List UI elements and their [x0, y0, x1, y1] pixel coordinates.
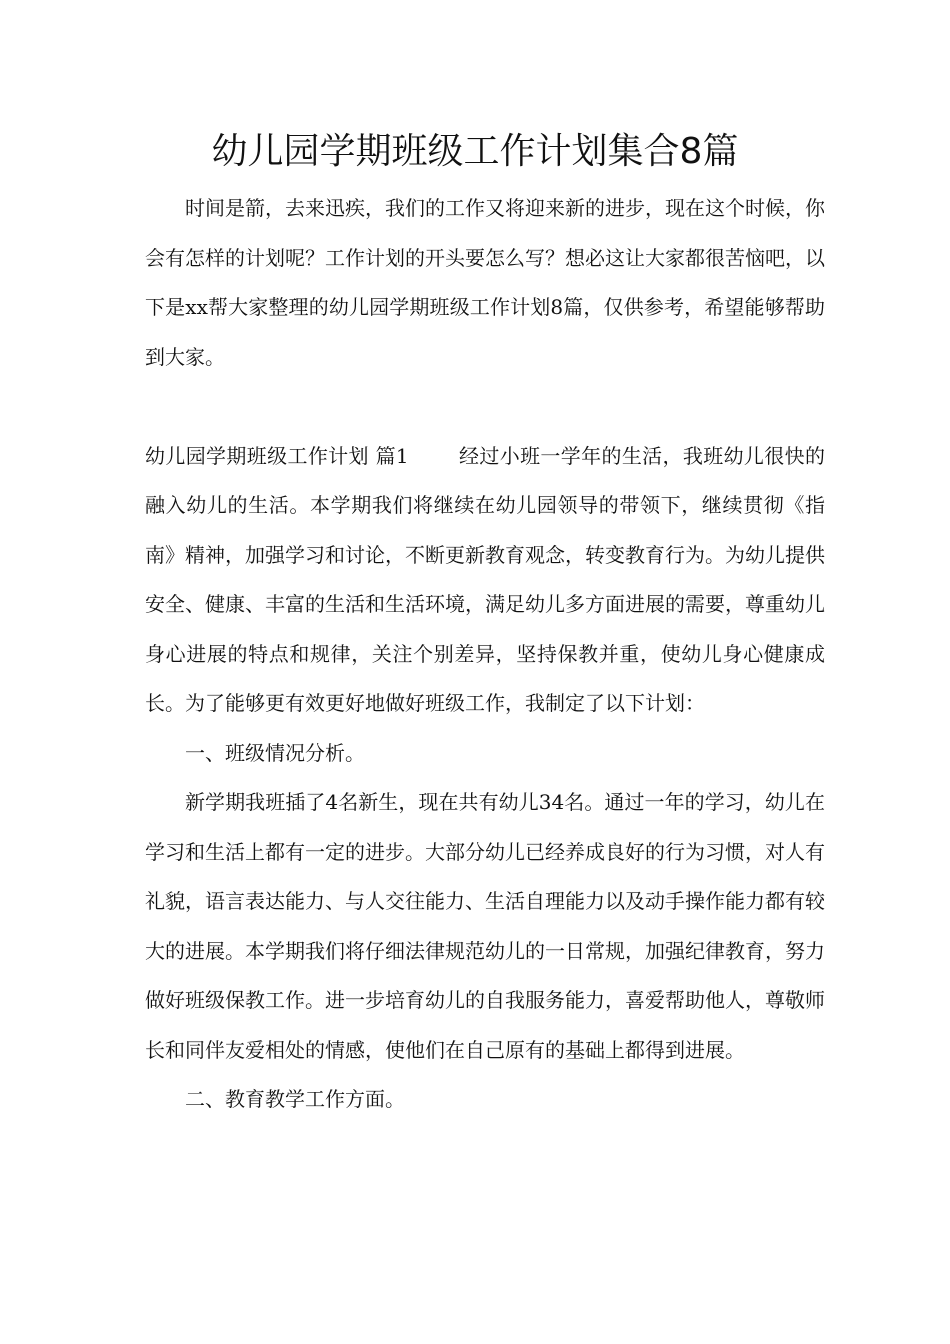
intro-paragraph: 时间是箭，去来迅疾，我们的工作又将迎来新的进步，现在这个时候，你会有怎样的计划呢？工作计划的开头要怎么写？想必这让大家都很苦恼吧，以下是xx帮大家整理的幼儿园学期班级工作计划8篇，仅供参考，希望能够帮助到大家。 [145, 196, 825, 369]
heading-class-analysis: 一、班级情况分析。 [185, 740, 365, 765]
document-title: 幼儿园学期班级工作计划集合8篇 [211, 131, 739, 172]
document-body [145, 184, 825, 1125]
section-1-heading: 幼儿园学期班级工作计划 篇1 [145, 443, 409, 468]
class-analysis-paragraph: 新学期我班插了4名新生，现在共有幼儿34名。通过一年的学习，幼儿在学习和生活上都有一定的进步。大部分幼儿已经养成良好的行为习惯，对人有礼貌，语言表达能力、与人交往能力、生活自理能力以及动手操作能力都有较大的进展。本学期我们将仔细法律规范幼儿的一日常规，加强纪律教育，努力做好班级保教工作。进一步培育幼儿的自我服务能力，喜爱帮助他人，尊敬师长和同伴友爱相处的情感，使他们在自己原有的基础上都得到进展。 [145, 790, 825, 1062]
heading-teaching-work: 二、教育教学工作方面。 [185, 1087, 405, 1111]
section-1-text: 经过小班一学年的生活，我班幼儿很快的融入幼儿的生活。本学期我们将继续在幼儿园领导的带领下，继续贯彻《指南》精神，加强学习和讨论，不断更新教育观念，转变教育行为。为幼儿提供安全、健康、丰富的生活和生活环境，满足幼儿多方面进展的需要，尊重幼儿身心进展的特点和规律，关注个别差异，坚持保教并重，使幼儿身心健康成长。为了能够更有效更好地做好班级工作，我制定了以下计划： [145, 443, 825, 715]
paragraph-gap [145, 382, 825, 432]
section-1-paragraph [145, 432, 825, 729]
